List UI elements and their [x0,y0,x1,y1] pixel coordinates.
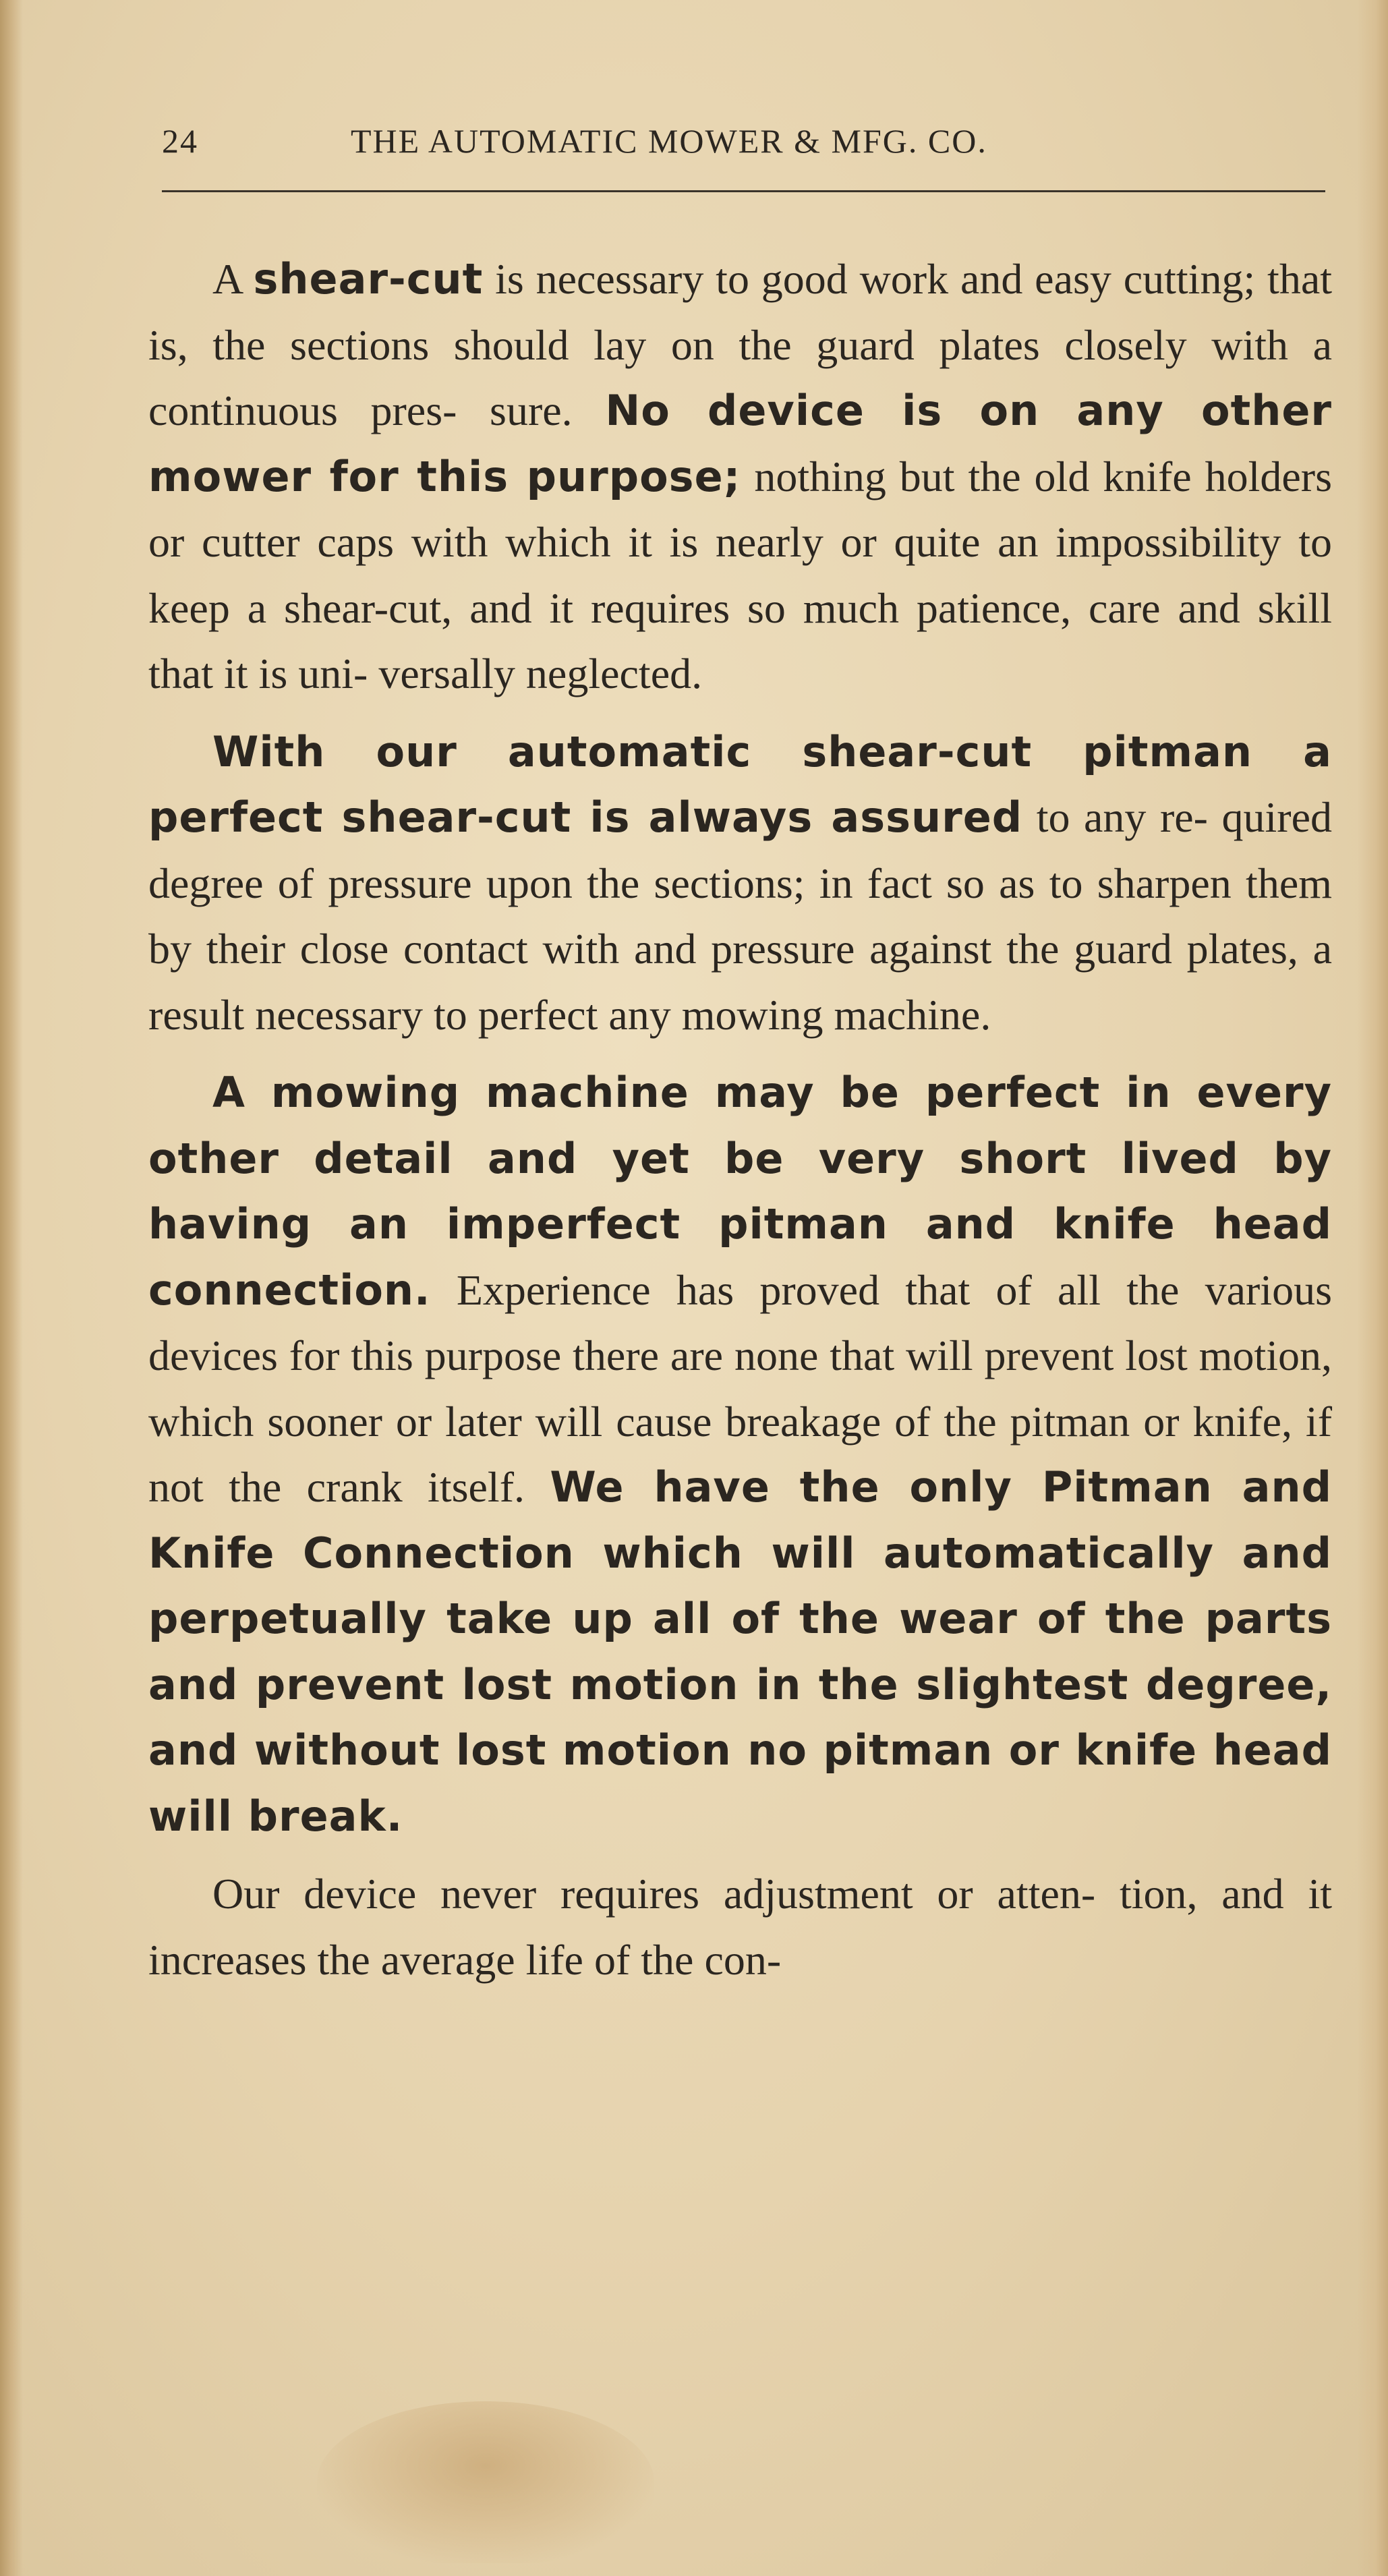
text-segment: to any re- quired degree of pressure upon the sections; in fact so as to sharpen them by their close contact with and pressure against the guard plates, a result necessary to perfect any mowing machine. [148,793,1332,1039]
paragraph-1 [148,246,1332,707]
text-segment: Our device never requires adjustment or atten- tion, and it increases the average life of the con- [148,1870,1332,1984]
header-rule [162,190,1325,192]
bold-text-segment: We have the only Pitman and Knife Connection which will automatically and perpetually take up all of the wear of the parts and prevent lost motion in the slightest degree, and without lost motion no pitman or knife head will break. [148,1462,1332,1841]
page-number: 24 [162,122,198,160]
text-segment: Experience has proved that of all the various devices for this purpose there are none that will prevent lost motion, which sooner or later will cause breakage of the pitman or knife, if not the crank itself. [148,1265,1332,1511]
bold-text-segment: A mowing machine may be perfect in every other detail and yet be very short lived by having an imperfect pitman and knife head connection. [148,1068,1332,1315]
running-head [162,121,1325,175]
body-text [148,246,1332,2371]
page-edge-right [1357,0,1388,2576]
bold-text-segment: No device is on any other mower for this purpose; [148,386,1333,501]
paragraph-2 [148,719,1332,1048]
running-head-title: THE AUTOMATIC MOWER & MFG. CO. [351,122,987,160]
page-edge-left [0,0,23,2576]
bold-text-segment: With our automatic shear-cut pitman a perfect shear-cut is always assured [148,726,1332,842]
paragraph-4 [148,1861,1332,1993]
text-segment: nothing but the old knife holders or cutter caps with which it is nearly or quite an impossibility to keep a shear-cut, and it requires so much patience, care and skill that it is uni- versally neglected. [148,452,1332,697]
text-segment: is necessary to good work and easy cutting; that is, the sections should lay on the guard plates closely with a continuous pres- sure. [148,255,1333,434]
text-segment: A [212,255,254,303]
paragraph-3 [148,1060,1332,1849]
bold-text-segment: shear-cut [253,254,484,304]
paper-stain [317,2401,654,2563]
